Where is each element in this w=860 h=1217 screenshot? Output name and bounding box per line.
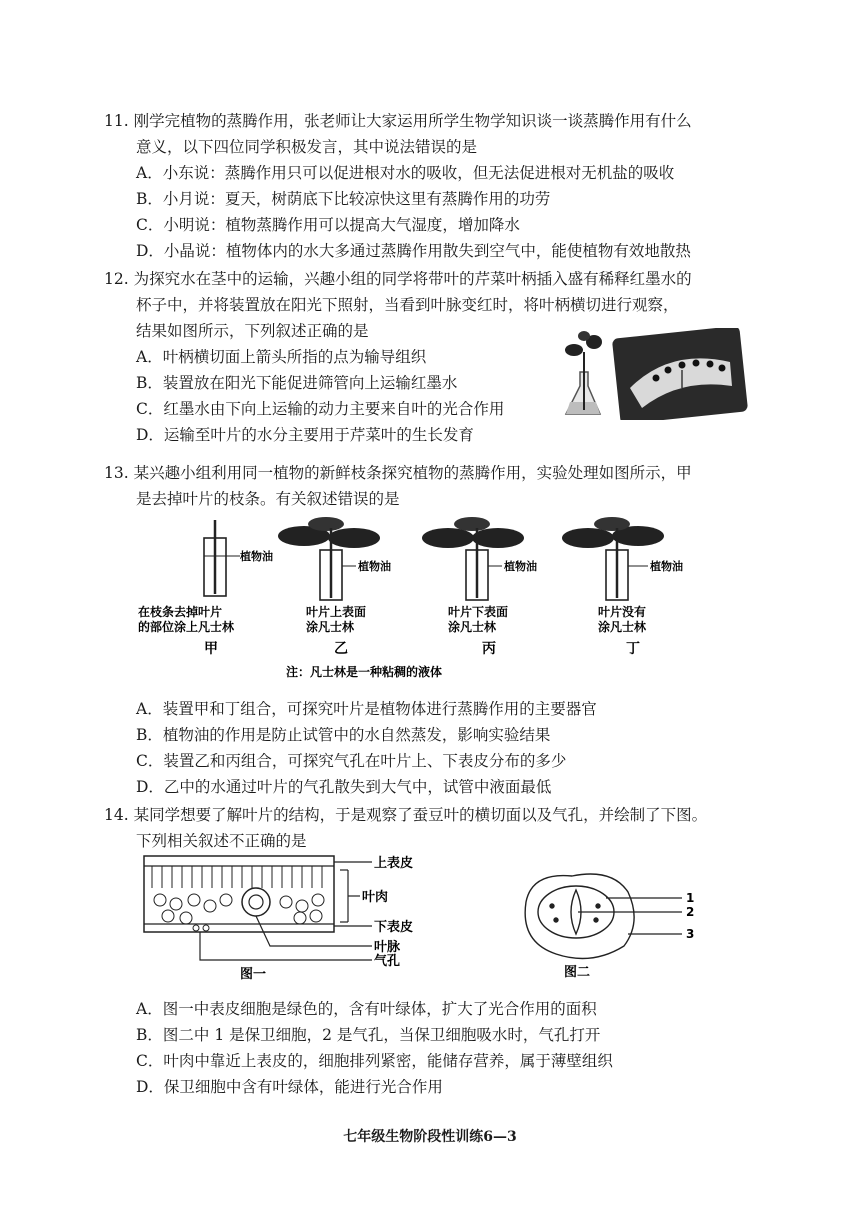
question-14 [104, 802, 707, 854]
question-stem: 下列相关叙述不正确的是 [136, 832, 307, 850]
setup-name: 丁 [626, 641, 640, 657]
figure-title: 图二 [564, 965, 591, 980]
oil-label: 植物油 [504, 560, 537, 573]
leaf-tissue-drawing [144, 856, 334, 932]
option-c: C．装置乙和丙组合，可探究气孔在叶片上、下表皮分布的多少 [136, 752, 567, 770]
petiole-cross-section [612, 328, 748, 420]
leaf-cross-section-figure [140, 852, 430, 982]
question-13 [104, 460, 692, 512]
setup-caption: 涂凡士林 [306, 620, 355, 634]
label-vein: 叶脉 [374, 940, 401, 955]
test-tube-yi [278, 517, 391, 657]
question-13-options [104, 696, 597, 800]
question-stem: 12. 为探究水在茎中的运输，兴趣小组的同学将带叶的芹菜叶柄插入盛有稀释红墨水的 [104, 270, 692, 288]
option-b: B．植物油的作用是防止试管中的水自然蒸发，影响实验结果 [136, 726, 551, 744]
option-b: B．图二中 1 是保卫细胞，2 是气孔，当保卫细胞吸水时，气孔打开 [136, 1026, 601, 1044]
option-d: D．乙中的水通过叶片的气孔散失到大气中，试管中液面最低 [136, 778, 552, 796]
oil-label: 植物油 [358, 560, 391, 573]
setup-caption: 叶片上表面 [306, 605, 367, 619]
question-11 [104, 108, 692, 264]
question-stem: 11. 刚学完植物的蒸腾作用，张老师让大家运用所学生物学知识谈一谈蒸腾作用有什么 [104, 112, 692, 130]
setup-caption: 的部位涂上凡士林 [138, 620, 235, 634]
question-14-options [104, 996, 613, 1100]
option-a: A．装置甲和丁组合，可探究叶片是植物体进行蒸腾作用的主要器官 [136, 700, 597, 718]
setup-caption: 在枝条去掉叶片 [138, 605, 223, 619]
stoma-label-lines [578, 898, 682, 934]
option-d: D．运输至叶片的水分主要用于芹菜叶的生长发育 [136, 426, 474, 444]
option-b: B．小月说：夏天，树荫底下比较凉快这里有蒸腾作用的功劳 [136, 190, 551, 208]
label-stoma: 气孔 [374, 954, 401, 969]
test-tube-ding [562, 517, 683, 657]
option-a: A．小东说：蒸腾作用只可以促进根对水的吸收，但无法促进根对无机盐的吸收 [136, 164, 675, 182]
stoma-drawing [525, 874, 634, 959]
option-a: A．图一中表皮细胞是绿色的，含有叶绿体，扩大了光合作用的面积 [136, 1000, 597, 1018]
figure-title: 图一 [240, 967, 267, 982]
option-d: D．小晶说：植物体内的水大多通过蒸腾作用散失到空气中，能使植物有效地散热 [136, 242, 691, 260]
option-c: C．红墨水由下向上运输的动力主要来自叶的光合作用 [136, 400, 505, 418]
setup-name: 乙 [334, 641, 348, 657]
setup-caption: 涂凡士林 [598, 620, 647, 634]
setup-caption: 叶片下表面 [448, 605, 509, 619]
question-stem: 是去掉叶片的枝条。有关叙述错误的是 [136, 490, 400, 508]
oil-label: 植物油 [650, 560, 683, 573]
setup-caption: 涂凡士林 [448, 620, 497, 634]
setup-caption: 叶片没有 [598, 605, 647, 619]
label-1: 1 [686, 891, 695, 905]
label-lines [200, 862, 372, 960]
label-lower-epidermis: 下表皮 [374, 920, 414, 935]
oil-label: 植物油 [240, 550, 273, 563]
label-upper-epidermis: 上表皮 [374, 856, 414, 871]
figure-note: 注：凡士林是一种粘稠的液体 [286, 665, 443, 679]
option-d: D．保卫细胞中含有叶绿体，能进行光合作用 [136, 1078, 443, 1096]
transpiration-setup-figure [136, 516, 736, 682]
option-b: B．装置放在阳光下能促进筛管向上运输红墨水 [136, 374, 458, 392]
question-stem: 14. 某同学想要了解叶片的结构，于是观察了蚕豆叶的横切面以及气孔，并绘制了下图。 [104, 806, 708, 824]
label-mesophyll: 叶肉 [362, 890, 389, 905]
question-stem: 杯子中，并将装置放在阳光下照射，当看到叶脉变红时，将叶柄横切进行观察， [136, 296, 679, 314]
stoma-figure [512, 862, 712, 982]
test-tube-bing [422, 517, 537, 657]
label-3: 3 [686, 927, 695, 941]
question-stem: 意义，以下四位同学积极发言，其中说法错误的是 [136, 138, 478, 156]
question-stem: 13. 某兴趣小组利用同一植物的新鲜枝条探究植物的蒸腾作用，实验处理如图所示，甲 [104, 464, 692, 482]
beaker-with-celery [565, 331, 602, 414]
label-2: 2 [686, 905, 695, 919]
test-tube-jia [138, 520, 273, 657]
page-footer: 七年级生物阶段性训练6—3 [343, 1129, 517, 1145]
celery-experiment-figure [560, 328, 750, 420]
option-a: A．叶柄横切面上箭头所指的点为输导组织 [136, 348, 427, 366]
question-stem: 结果如图所示，下列叙述正确的是 [136, 322, 369, 340]
option-c: C．小明说：植物蒸腾作用可以提高大气湿度，增加降水 [136, 216, 520, 234]
option-c: C．叶肉中靠近上表皮的，细胞排列紧密，能储存营养，属于薄壁组织 [136, 1052, 613, 1070]
setup-name: 甲 [204, 641, 218, 657]
setup-name: 丙 [482, 641, 496, 657]
